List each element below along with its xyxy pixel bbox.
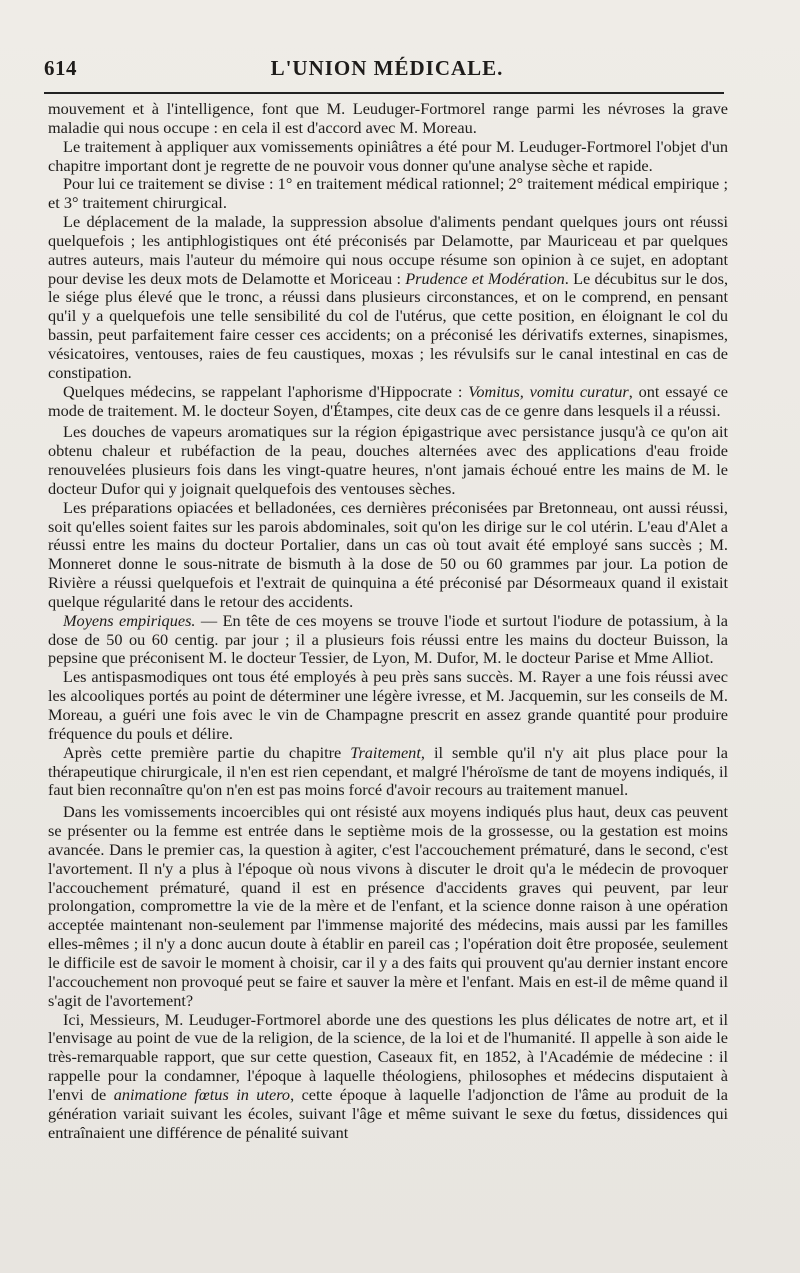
paragraph-text: Les préparations opiacées et belladonées, ces dernières préconisées par Bretonneau, ont aussi réussi, soit qu'elles soient faites sur les parois abdominales, soit qu'on les dirige sur le col utérin. L'eau d'Alet a réussi entre les mains du docteur Portalier, dans un cas où tout avait été employé sans succès ; M. Monneret donne le sous-nitrate de bismuth à la dose de 50 ou 60 grammes par jour. La potion de Rivière a réussi quelquefois et l'extrait de quinquina a été préconisé par Désormeaux quand il existait quelque régularité dans le retour des accidents. (48, 497, 728, 611)
paragraph-text: mouvement et à l'intelligence, font que M. Leuduger-Fortmorel range parmi les névroses la grave maladie qui nous occupe : en cela il est d'accord avec M. Moreau. (48, 99, 728, 137)
paragraph (48, 612, 728, 669)
paragraph-text: Le traitement à appliquer aux vomissements opiniâtres a été pour M. Leuduger-Fortmorel l'objet d'un chapitre important dont je regrette de ne pouvoir vous donner qu'une analyse sèche et rapide. (48, 136, 728, 175)
paragraph (48, 213, 728, 383)
italic-phrase: Vomitus, vomitu curatur (468, 381, 629, 401)
paragraph (48, 100, 728, 138)
paragraph-text: — En tête de ces moyens se trouve l'iode et surtout l'iodure de potassium, à la dose de 50 ou 60 centig. par jour ; il a plusieurs fois réussi entre les mains du docteur Buisson, la pepsine que préconisent M. le docteur Tessier, de Lyon, M. Dufor, M. le docteur Parise et Mme Alliot. (48, 610, 728, 668)
italic-phrase: animatione fœtus in utero (113, 1084, 291, 1104)
paragraph-text: Dans les vomissements incoercibles qui ont résisté aux moyens indiqués plus haut, deux cas peuvent se présenter ou la femme est entrée dans le septième mois de la grossesse, ou la gestation est moins avancée. Dans le premier cas, la question à agiter, c'est l'accouchement prématuré, dans le second, c'est l'avortement. Il n'y a plus à l'époque où nous vivons à discuter le droit qu'a le médecin de provoquer l'accouchement prématuré, quand il est en présence d'accidents graves qui peuvent, par leur prolongation, compromettre la vie de la mère et de l'enfant, et la science donne raison à une opération acceptée maintenant non-seulement par l'immense majorité des médecins, mais aussi par les familles elles-mêmes ; il n'y a donc aucun doute à établir en pareil cas ; l'opération doit être proposée, seulement le difficile est de savoir le moment à choisir, car il y a des faits qui prouvent qu'au dernier instant encore l'accouchement non provoqué peut se faire et sauver la mère et l'enfant. Mais en est-il de même quand il s'agit de l'avortement? (48, 802, 728, 1010)
paragraph (48, 423, 728, 498)
paragraph (48, 744, 728, 801)
italic-phrase: Traitement (350, 742, 421, 762)
page-header (44, 56, 730, 86)
paragraph (48, 1011, 728, 1143)
paragraph-text: Les antispasmodiques ont tous été employés à peu près sans succès. M. Rayer a une fois réussi avec les alcooliques portés au point de déterminer une légère ivresse, et M. Jacquemin, sur les conseils de M. Moreau, a guéri une fois avec le vin de Champagne prescrit en assez grande quantité pour produire fréquence du pouls et délire. (48, 667, 728, 743)
paragraph (48, 175, 728, 213)
italic-phrase: Prudence et Modération (405, 268, 565, 288)
paragraph-text: Ici, Messieurs, M. Leuduger-Fortmorel aborde une des questions les plus délicates de notre art, et il l'envisage au point de vue de la religion, de la science, de la loi et de l'humanité. Il appelle à son aide le très-remarquable rapport, que sur cette question, Caseaux fit, en 1852, à l'Académie de médecine : il rappelle pour la condamner, l'époque à laquelle théologiens, philosophes et médecins disputaient à l'envi de (48, 1009, 728, 1104)
paragraph-text: , il semble qu'il n'y ait plus place pour la thérapeutique chirurgicale, il n'en est rien cependant, et malgré l'héroïsme de tant de moyens indiqués, il faut bien reconnaître qu'on n'en est pas moins forcé d'avoir recours au traitement manuel. (48, 742, 729, 800)
article-body (48, 100, 728, 1142)
paragraph-text: , cette époque à laquelle l'adjonction de l'âme au produit de la génération variait suivant les écoles, suivant l'âge et même suivant le sexe du fœtus, dissidences qui entraînaient une différence de pénalité suivant (48, 1084, 729, 1142)
section-heading: Moyens empiriques. (63, 610, 196, 630)
paragraph-text: Quelques médecins, se rappelant l'aphorisme d'Hippocrate : (63, 381, 469, 401)
paragraph-text: Après cette première partie du chapitre (63, 742, 351, 762)
paragraph (48, 668, 728, 743)
paragraph-text: . Le décubitus sur le dos, le siége plus élevé que le tronc, a réussi dans plusieurs circonstances, et on le comprend, en pensant qu'il y a quelquefois une telle sensibilité du col de l'utérus, que cette position, en éloignant le col du bassin, peut parfaitement faire cesser ces accidents; on a préconisé les dérivatifs externes, sinapismes, vésicatoires, ventouses, raies de feu caustiques, moxas ; les révulsifs sur le canal intestinal en cas de constipation. (48, 268, 729, 382)
paragraph (48, 803, 728, 1010)
page-number: 614 (44, 56, 77, 80)
paragraph (48, 138, 728, 176)
running-title: L'UNION MÉDICALE. (270, 56, 504, 80)
paragraph-text: , ont essayé ce mode de traitement. M. le docteur Soyen, d'Étampes, cite deux cas de ce genre dans lesquels il a réussi. (48, 381, 729, 420)
paragraph-text: Le déplacement de la malade, la suppression absolue d'aliments pendant quelques jours ont réussi quelquefois ; les antiphlogistiques ont été préconisés par Delamotte, par Mauriceau et par quelques autres auteurs, mais l'auteur du mémoire qui nous occupe résume son opinion à ce sujet, en adoptant pour devise les deux mots de Delamotte et Moriceau : (48, 212, 728, 288)
paragraph (48, 499, 728, 612)
header-rule (44, 92, 724, 94)
paragraph-text: Les douches de vapeurs aromatiques sur la région épigastrique avec persistance jusqu'à ce qu'on ait obtenu chaleur et rubéfaction de la peau, douches alternées avec des applications d'eau froide renouvelées plusieurs fois dans les vingt-quatre heures, n'ont jamais échoué entre les mains de M. le docteur Dufor qui y joignait quelquefois des ventouses sèches. (48, 422, 728, 498)
paragraph-text: Pour lui ce traitement se divise : 1° en traitement médical rationnel; 2° traitement médical empirique ; et 3° traitement chirurgical. (48, 174, 728, 213)
paragraph (48, 383, 728, 421)
